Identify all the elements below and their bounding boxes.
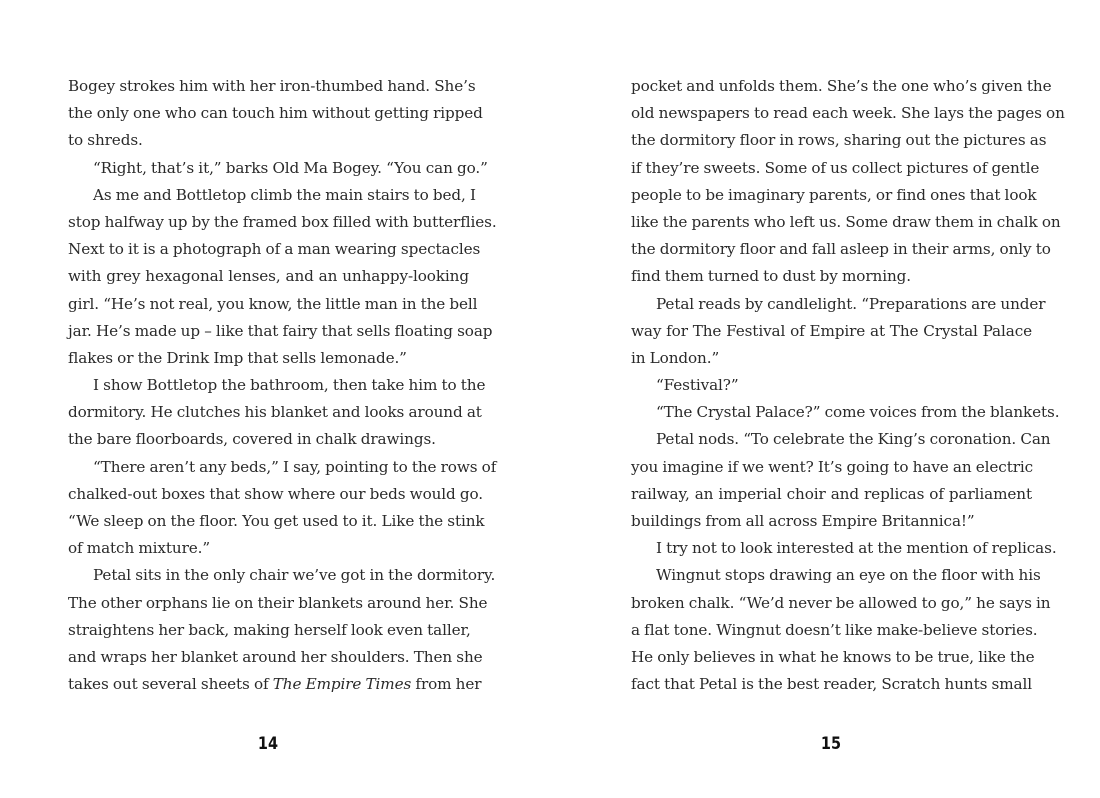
text-line: if they’re sweets. Some of us collect pictures of gentle: [631, 158, 1040, 177]
text-line: He only believes in what he knows to be true, like the: [631, 647, 1035, 666]
text-line: “We sleep on the floor. You get used to it. Like the stink: [68, 512, 485, 530]
text-line: of match mixture.”: [68, 539, 211, 558]
text-line: I show Bottletop the bathroom, then take him to the: [93, 376, 486, 395]
text-line: Petal reads by candlelight. “Preparations are under: [656, 294, 1046, 313]
text-line: “Festival?”: [656, 376, 739, 395]
text-line: chalked-out boxes that show where our beds would go.: [68, 484, 484, 503]
text-fragment: from her: [411, 675, 482, 694]
text-line: pocket and unfolds them. She’s the one who’s given the: [631, 77, 1052, 95]
text-line: way for The Festival of Empire at The Crystal Palace: [631, 321, 1032, 340]
text-line: find them turned to dust by morning.: [631, 267, 911, 286]
text-line: like the parents who left us. Some draw them in chalk on: [631, 212, 1061, 231]
text-line: girl. “He’s not real, you know, the little man in the bell: [68, 294, 478, 313]
text-line: old newspapers to read each week. She lays the pages on: [631, 104, 1065, 123]
right-page-body: [631, 73, 1065, 698]
text-line: dormitory. He clutches his blanket and looks around at: [68, 403, 482, 422]
newspaper-title: The Empire Times: [272, 675, 412, 694]
text-line: a flat tone. Wingnut doesn’t like make-believe stories.: [631, 620, 1038, 639]
text-line: Petal nods. “To celebrate the King’s coronation. Can: [656, 430, 1051, 449]
text-line: flakes or the Drink Imp that sells lemonade.”: [68, 348, 407, 367]
text-line: railway, an imperial choir and replicas of parliament: [631, 484, 1032, 503]
text-line: people to be imaginary parents, or find ones that look: [631, 185, 1037, 204]
text-line: the dormitory floor and fall asleep in their arms, only to: [631, 240, 1051, 259]
text-line: Next to it is a photograph of a man wearing spectacles: [68, 240, 481, 259]
text-line: stop halfway up by the framed box filled with butterflies.: [68, 212, 497, 231]
text-line: “The Crystal Palace?” come voices from the blankets.: [656, 403, 1060, 422]
text-line: fact that Petal is the best reader, Scratch hunts small: [631, 675, 1032, 694]
text-line: buildings from all across Empire Britannica!”: [631, 512, 975, 530]
text-line: “There aren’t any beds,” I say, pointing to the rows of: [93, 457, 497, 476]
text-line: to shreds.: [68, 131, 143, 150]
text-line: with grey hexagonal lenses, and an unhappy-looking: [68, 267, 469, 286]
text-line-with-italic-title: [68, 671, 482, 698]
page-number-left: 14: [257, 734, 279, 754]
text-line: Petal sits in the only chair we’ve got in the dormitory.: [93, 566, 496, 585]
text-fragment: takes out several sheets of: [68, 675, 273, 694]
text-line: the only one who can touch him without getting ripped: [68, 104, 483, 123]
text-line: in London.”: [631, 348, 720, 367]
left-page-body: [68, 73, 497, 698]
text-line: I try not to look interested at the mention of replicas.: [656, 539, 1057, 558]
text-line: jar. He’s made up – like that fairy that sells floating soap: [68, 321, 493, 340]
text-line: The other orphans lie on their blankets around her. She: [68, 593, 488, 612]
page-number-right: 15: [820, 734, 842, 754]
text-line: Bogey strokes him with her iron-thumbed hand. She’s: [68, 77, 476, 95]
text-line: the bare floorboards, covered in chalk drawings.: [68, 430, 436, 449]
text-line: Wingnut stops drawing an eye on the floor with his: [656, 566, 1041, 585]
text-line: broken chalk. “We’d never be allowed to go,” he says in: [631, 593, 1051, 612]
text-line: you imagine if we went? It’s going to have an electric: [631, 457, 1034, 476]
text-line: “Right, that’s it,” barks Old Ma Bogey. “You can go.”: [93, 158, 488, 177]
text-line: the dormitory floor in rows, sharing out the pictures as: [631, 131, 1047, 150]
text-line: As me and Bottletop climb the main stairs to bed, I: [93, 185, 476, 204]
text-line: straightens her back, making herself look even taller,: [68, 620, 471, 639]
text-line: and wraps her blanket around her shoulders. Then she: [68, 647, 483, 666]
